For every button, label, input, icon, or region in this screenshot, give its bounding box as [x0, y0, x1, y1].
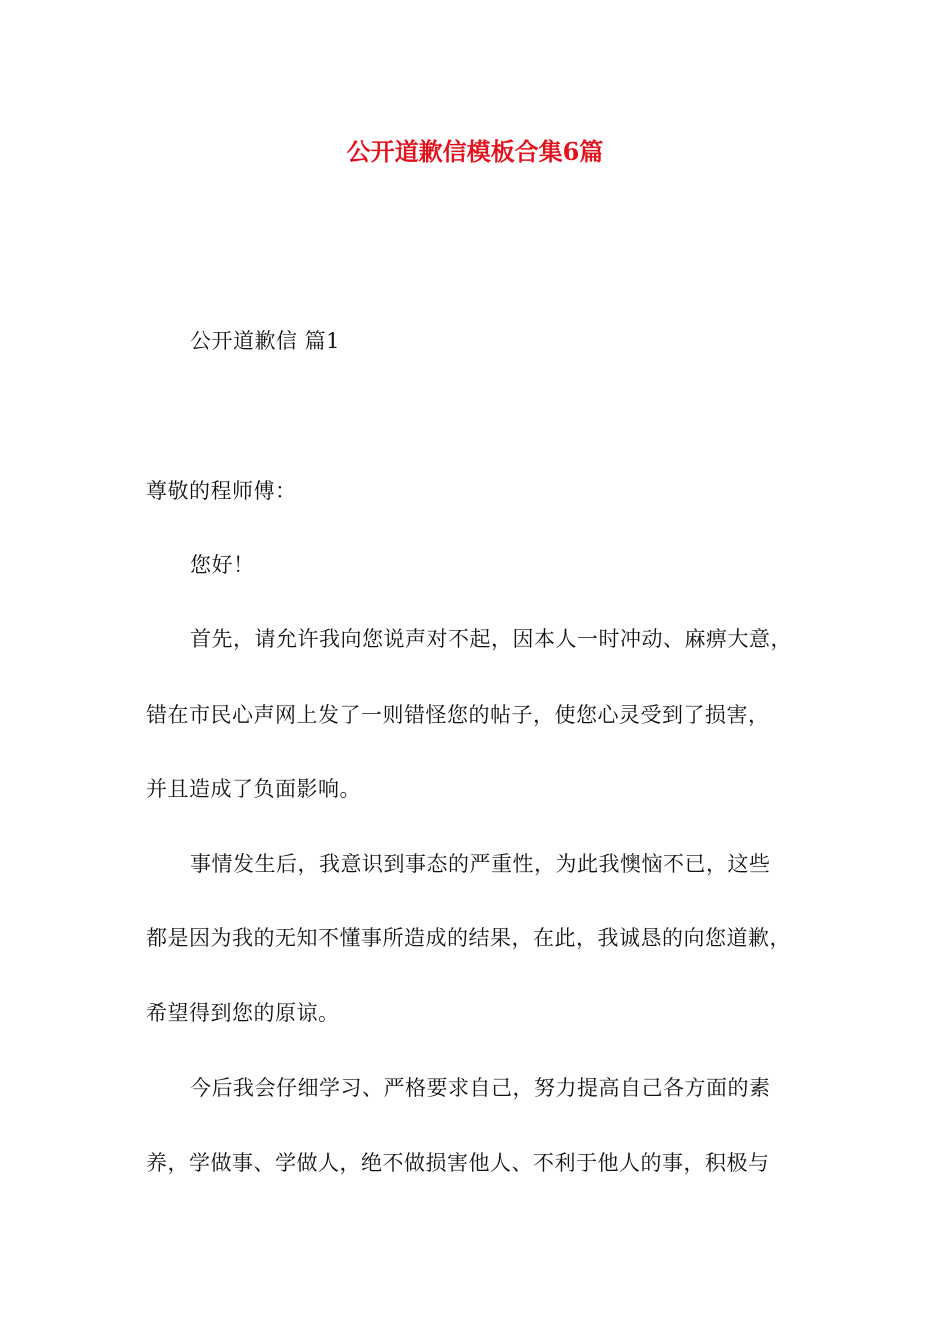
paragraph-line: 并且造成了负面影响。 — [146, 777, 361, 801]
paragraph-line: 错在市民心声网上发了一则错怪您的帖子，使您心灵受到了损害， — [146, 703, 770, 727]
document-title: 公开道歉信模板合集6篇 — [346, 137, 604, 166]
section-heading: 公开道歉信 篇1 — [190, 329, 341, 353]
paragraph-line: 今后我会仔细学习、严格要求自己，努力提高自己各方面的素 — [190, 1076, 771, 1100]
salutation: 尊敬的程师傅： — [146, 479, 297, 503]
paragraph-line: 事情发生后，我意识到事态的严重性，为此我懊恼不已，这些 — [190, 852, 771, 876]
paragraph-line: 首先，请允许我向您说声对不起，因本人一时冲动、麻痹大意， — [190, 627, 792, 651]
paragraph-line: 养，学做事、学做人，绝不做损害他人、不利于他人的事，积极与 — [146, 1151, 770, 1175]
paragraph-line: 都是因为我的无知不懂事所造成的结果，在此，我诚恳的向您道歉， — [146, 926, 791, 950]
greeting: 您好！ — [190, 553, 255, 577]
paragraph-line: 希望得到您的原谅。 — [146, 1001, 340, 1025]
